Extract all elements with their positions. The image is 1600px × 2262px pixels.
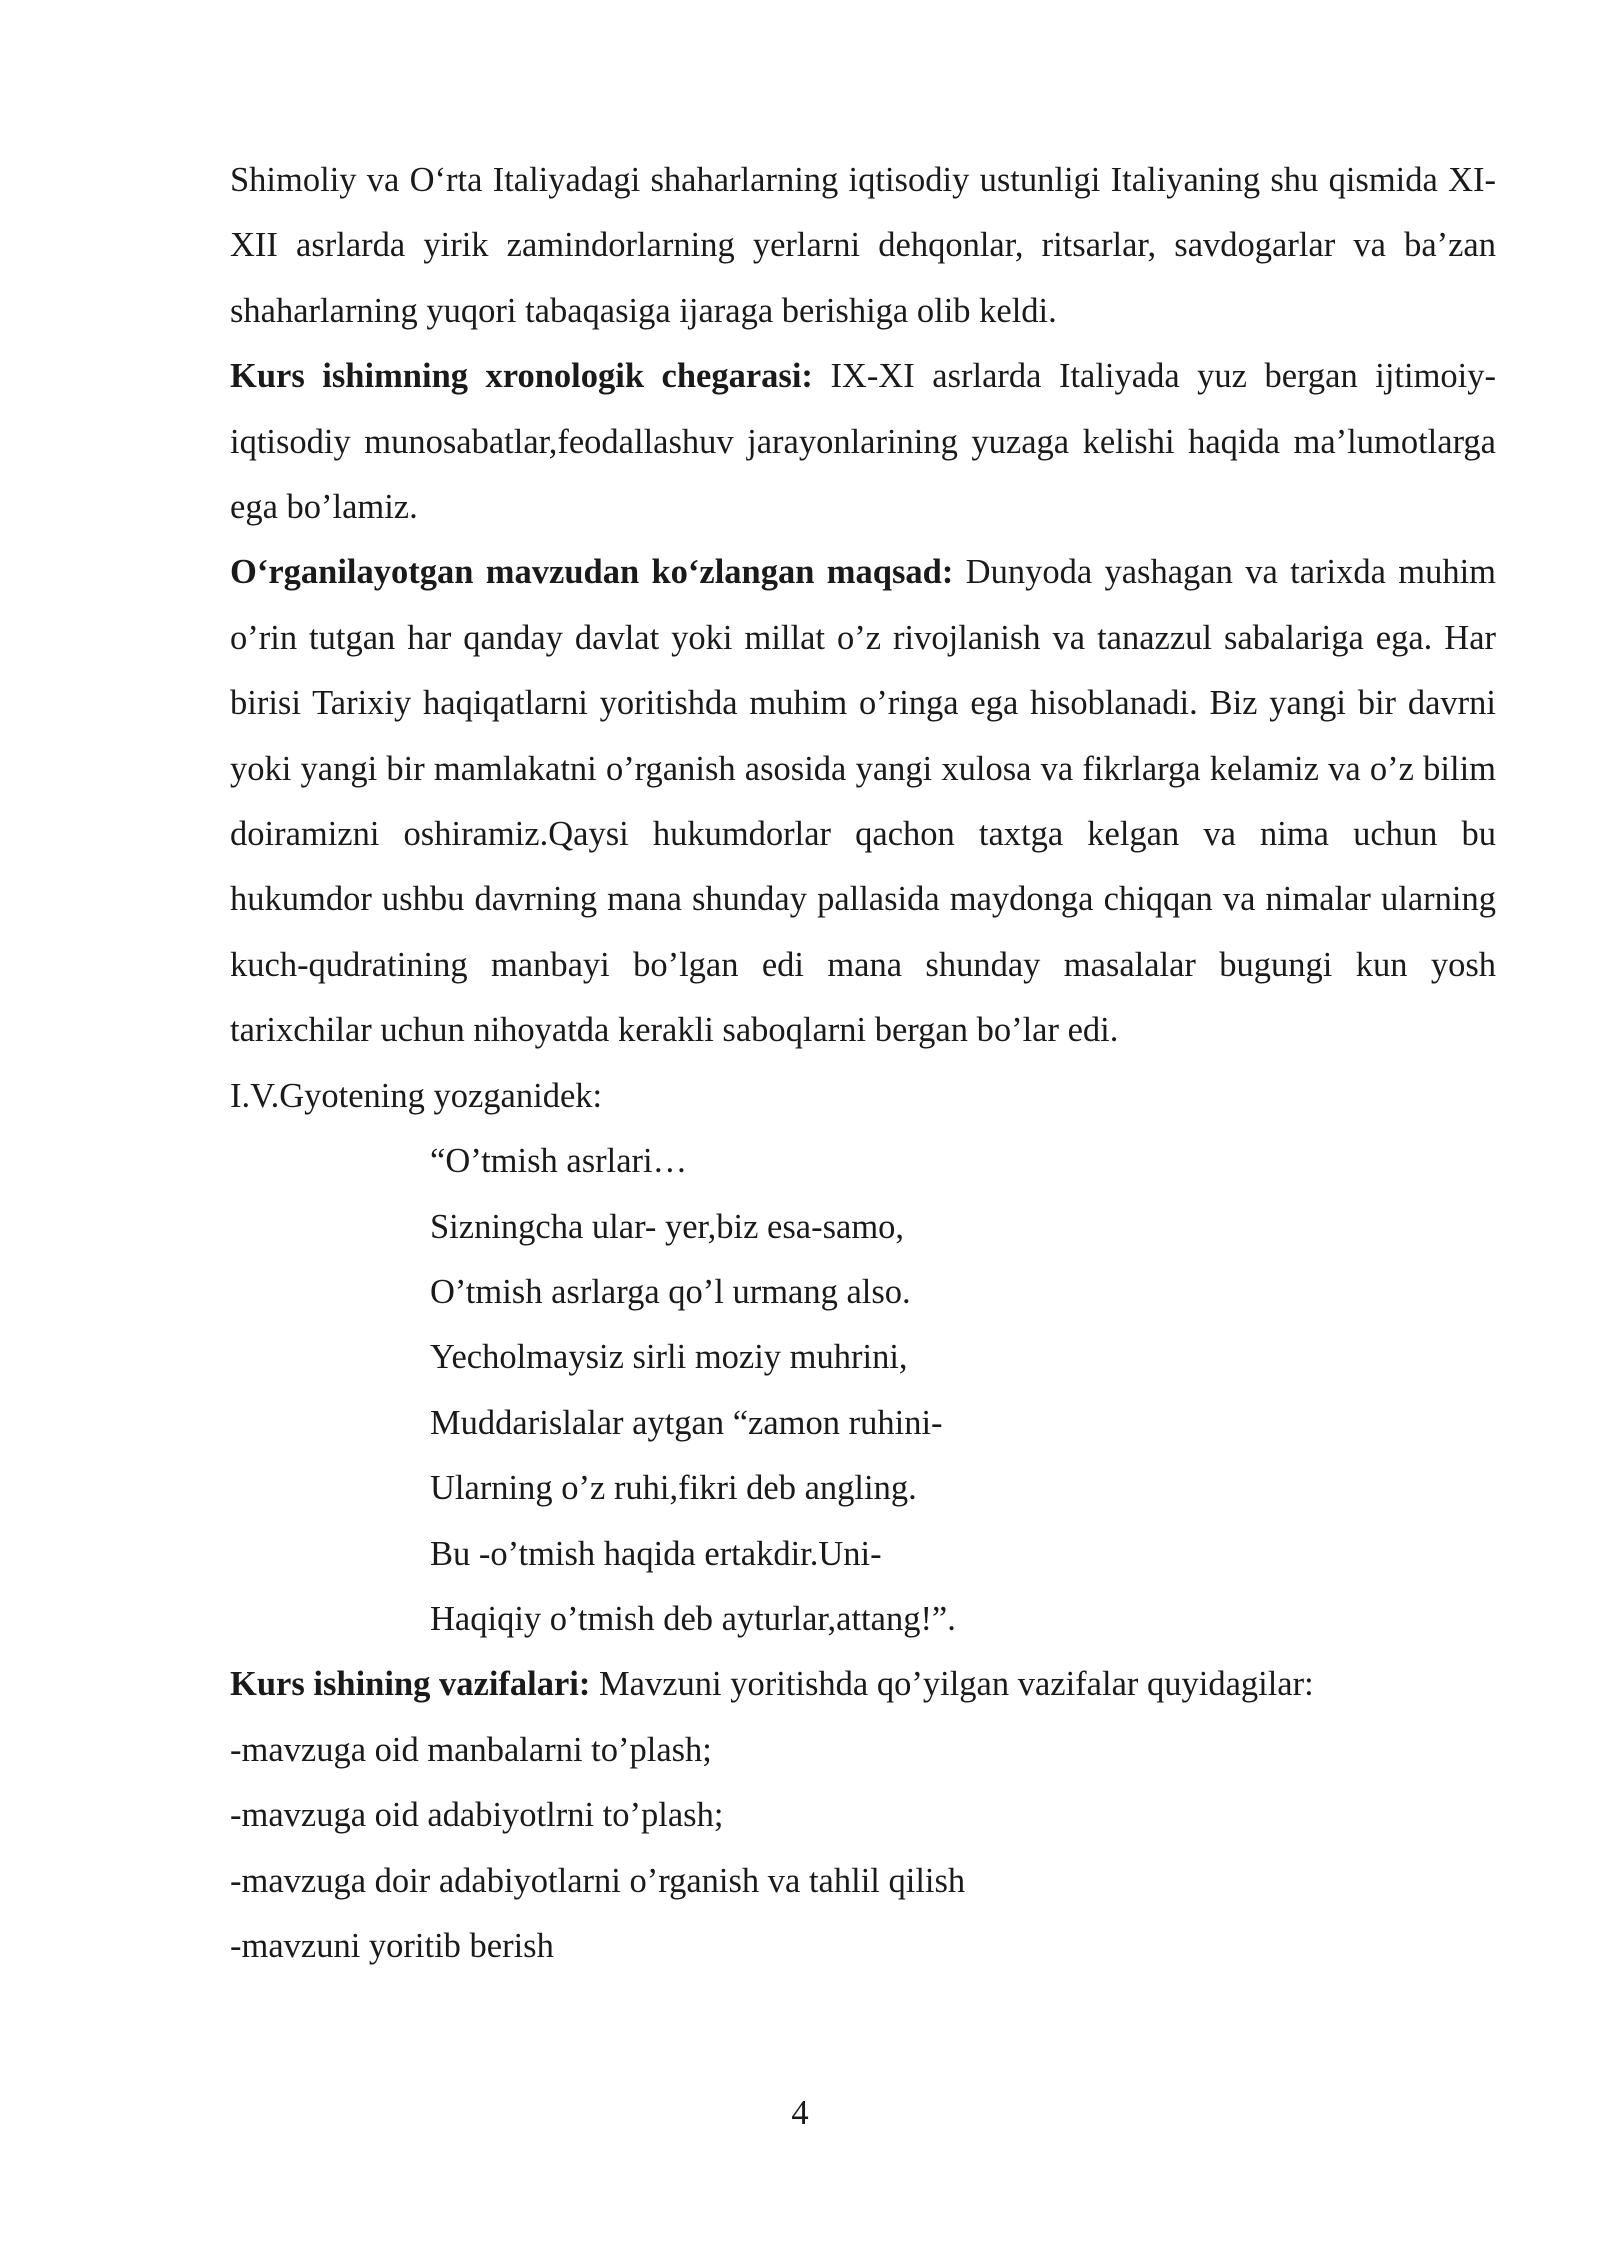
intro-paragraph (230, 148, 1496, 344)
tasks-text: Mavzuni yoritishda qo’yilgan vazifalar quyidagilar: (590, 1665, 1314, 1704)
task-item: -mavzuga oid adabiyotlrni to’plash; (230, 1796, 724, 1835)
chronology-paragraph (230, 344, 1496, 540)
poem-line: O’tmish asrlarga qo’l urmang also. (430, 1272, 911, 1311)
poem-line: Muddarislalar aytgan “zamon ruhini- (430, 1403, 943, 1442)
intro-text: Shimoliy va O‘rta Italiyadagi shaharlarning iqtisodiy ustunligi Italiyaning shu qismida XI-XII asrlarda yirik zamindorlarning yerlarni dehqonlar, ritsarlar, savdogarlar va ba’zan shaharlarning yuqori tabaqasiga ijaraga berishiga olib keldi. (230, 161, 1496, 330)
quote-intro: I.V.Gyotening yozganidek: (230, 1076, 603, 1115)
goal-paragraph (230, 540, 1496, 1063)
goal-text: Dunyoda yashagan va tarixda muhim o’rin tutgan har qanday davlat yoki millat o’z rivojlanish va tanazzul sabalariga ega. Har birisi Tarixiy haqiqatlarni yoritishda muhim o’ringa ega hisoblanadi. Biz yangi bir davrni yoki yangi bir mamlakatni o’rganish asosida yangi xulosa va fikrlarga kelamiz va o’z bilim doiramizni oshiramiz.Qaysi hukumdorlar qachon taxtga kelgan va nima uchun bu hukumdor ushbu davrning mana shunday pallasida maydonga chiqqan va nimalar ularning kuch-qudratining manbayi bo’lgan edi mana shunday masalalar bugungi kun yosh tarixchilar uchun nihoyatda kerakli saboqlarni bergan bo’lar edi. (230, 553, 1496, 1050)
tasks-list (230, 1718, 1496, 1980)
task-item: -mavzuga doir adabiyotlarni o’rganish va tahlil qilish (230, 1861, 966, 1900)
chronology-heading: Kurs ishimning xronologik chegarasi: (230, 357, 813, 396)
goal-heading: O‘rganilayotgan mavzudan ko‘zlangan maqsad: (230, 553, 954, 592)
task-item: -mavzuni yoritib berish (230, 1926, 554, 1965)
chronology-text: IX-XI asrlarda Italiyada yuz bergan ijtimoiy-iqtisodiy munosabatlar,feodallashuv jarayonlarining yuzaga kelishi haqida ma’lumotlarga ega bo’lamiz. (230, 357, 1496, 527)
poem-line: Yecholmaysiz sirli moziy muhrini, (430, 1338, 908, 1377)
tasks-paragraph (230, 1652, 1496, 1717)
tasks-heading: Kurs ishining vazifalari: (230, 1665, 591, 1704)
poem-line: “O’tmish asrlari… (430, 1142, 688, 1181)
poem-line: Sizningcha ular- yer,biz esa-samo, (430, 1207, 905, 1246)
task-item: -mavzuga oid manbalarni to’plash; (230, 1730, 712, 1769)
poem-line: Ularning o’z ruhi,fikri deb angling. (430, 1469, 917, 1508)
poem-quote (230, 1129, 1496, 1652)
poem-line: Bu -o’tmish haqida ertakdir.Uni- (430, 1534, 882, 1573)
document-page (230, 148, 1496, 1979)
page-number: 4 (791, 2094, 809, 2132)
poem-line: Haqiqiy o’tmish deb ayturlar,attang!”. (430, 1599, 956, 1638)
